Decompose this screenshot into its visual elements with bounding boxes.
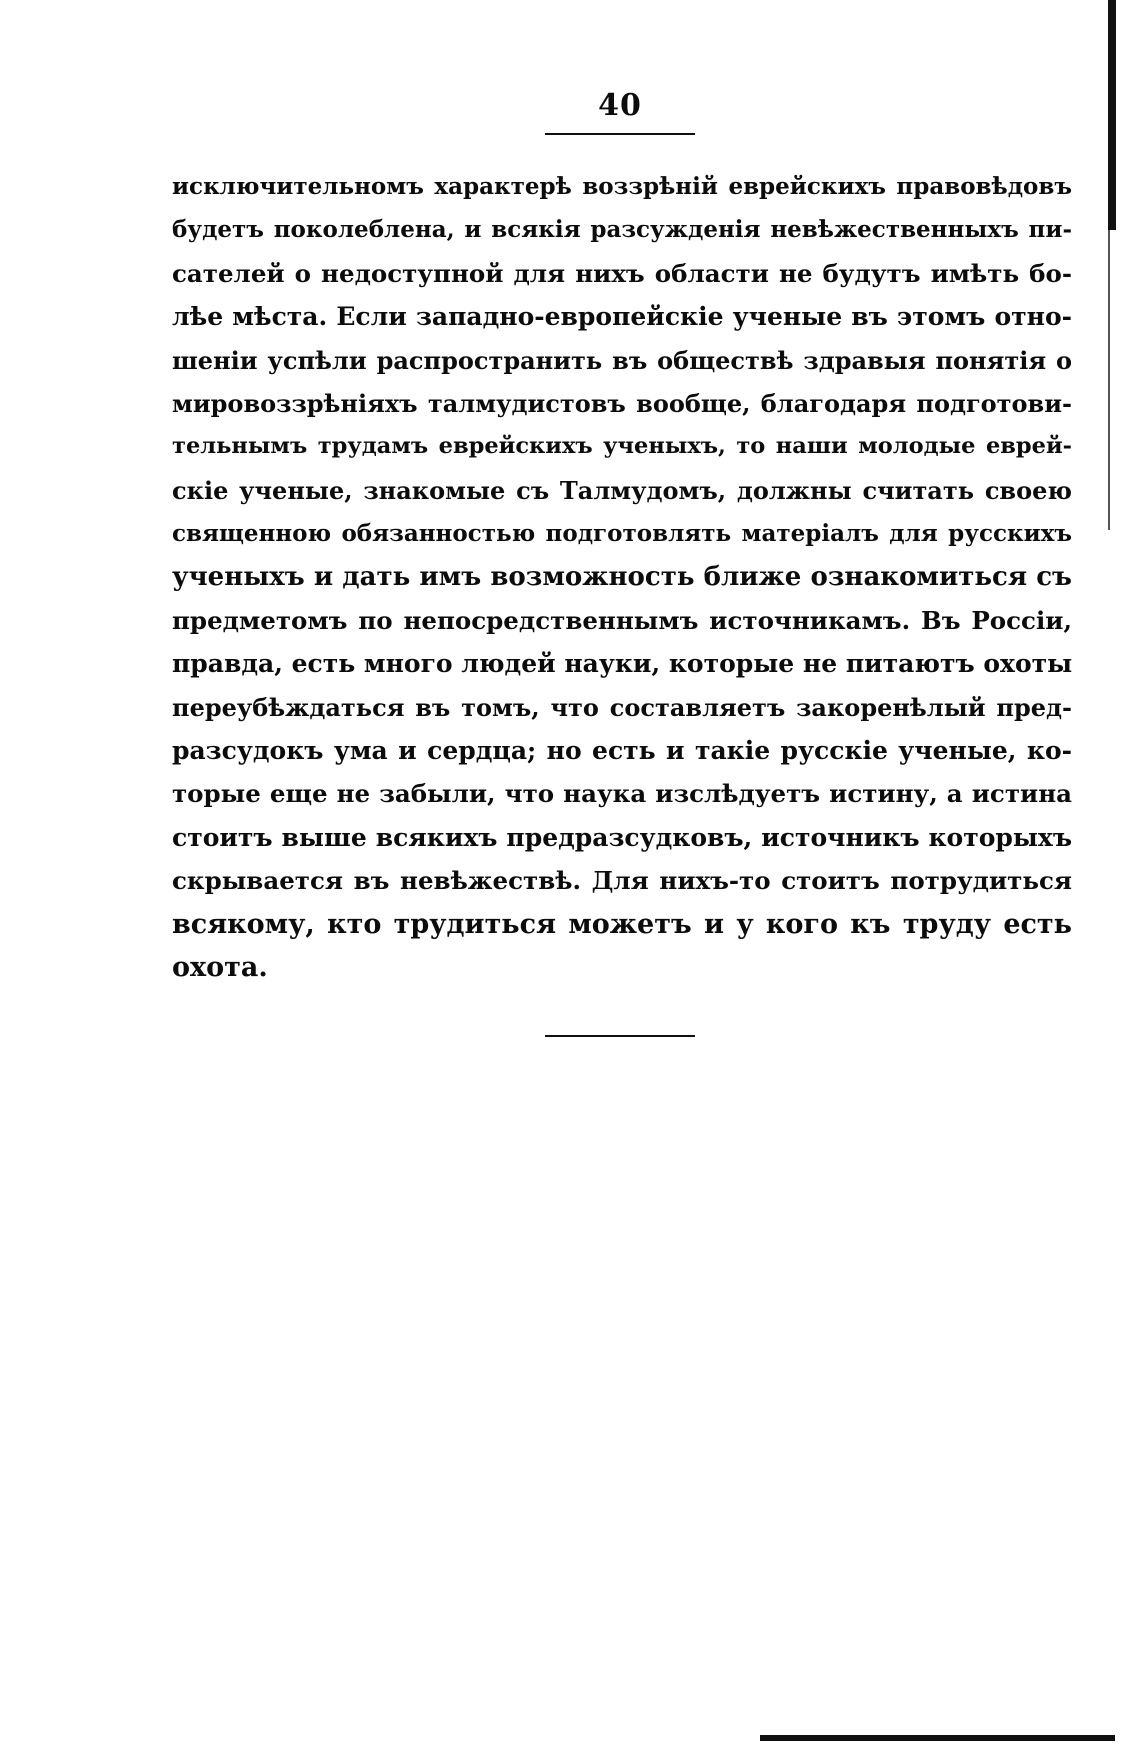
text-line: лѣе мѣста. Если западно-европейскіе ученые въ этомъ отно-	[172, 302, 1072, 332]
text-line: исключительномъ характерѣ воззрѣній еврейскихъ правовѣдовъ	[172, 173, 1072, 200]
text-line: правда, есть много людей науки, которые не питаютъ охоты	[172, 649, 1073, 679]
scan-edge-line	[1108, 230, 1110, 530]
scan-bottom-smudge	[760, 1735, 1115, 1741]
text-line: переубѣждаться въ томъ, что составляетъ закоренѣлый пред-	[172, 692, 1072, 722]
text-line: ученыхъ и дать имъ возможность ближе ознакомиться съ	[172, 561, 1072, 592]
text-line: скіе ученые, знакомые съ Талмудомъ, должны считать своею	[172, 475, 1072, 505]
text-line: торые еще не забыли, что наука изслѣдуетъ истину, а истина	[172, 779, 1072, 809]
end-rule	[545, 1035, 695, 1037]
header-rule	[545, 133, 695, 135]
text-line: мировоззрѣніяхъ талмудистовъ вообще, благодаря подготови-	[172, 388, 1072, 418]
text-line: разсудокъ ума и сердца; но есть и такіе русскіе ученые, ко-	[172, 736, 1072, 766]
text-line: всякому, кто трудиться можетъ и у кого къ труду есть	[172, 908, 1072, 940]
text-line: стоитъ выше всякихъ предразсудковъ, источникъ которыхъ	[172, 822, 1072, 852]
text-line: священною обязанностью подготовлять матеріалъ для русскихъ	[172, 520, 1072, 548]
text-line: будетъ поколеблена, и всякія разсужденія невѣжественныхъ пи-	[172, 216, 1072, 244]
text-line: сателей о недоступной для нихъ области не будутъ имѣть бо-	[172, 258, 1072, 288]
body-text	[172, 165, 1072, 989]
text-line: скрывается въ невѣжествѣ. Для нихъ-то стоитъ потрудиться	[172, 866, 1072, 896]
text-line: предметомъ по непосредственнымъ источникамъ. Въ Россіи,	[172, 605, 1072, 635]
page-number: 40	[598, 88, 642, 123]
text-line: шеніи успѣли распространить въ обществѣ здравыя понятія о	[172, 345, 1072, 375]
text-line: тельнымъ трудамъ еврейскихъ ученыхъ, то наши молодые еврей-	[172, 433, 1072, 460]
text-line-last: охота.	[172, 952, 268, 984]
scan-edge-shadow	[1108, 0, 1116, 230]
